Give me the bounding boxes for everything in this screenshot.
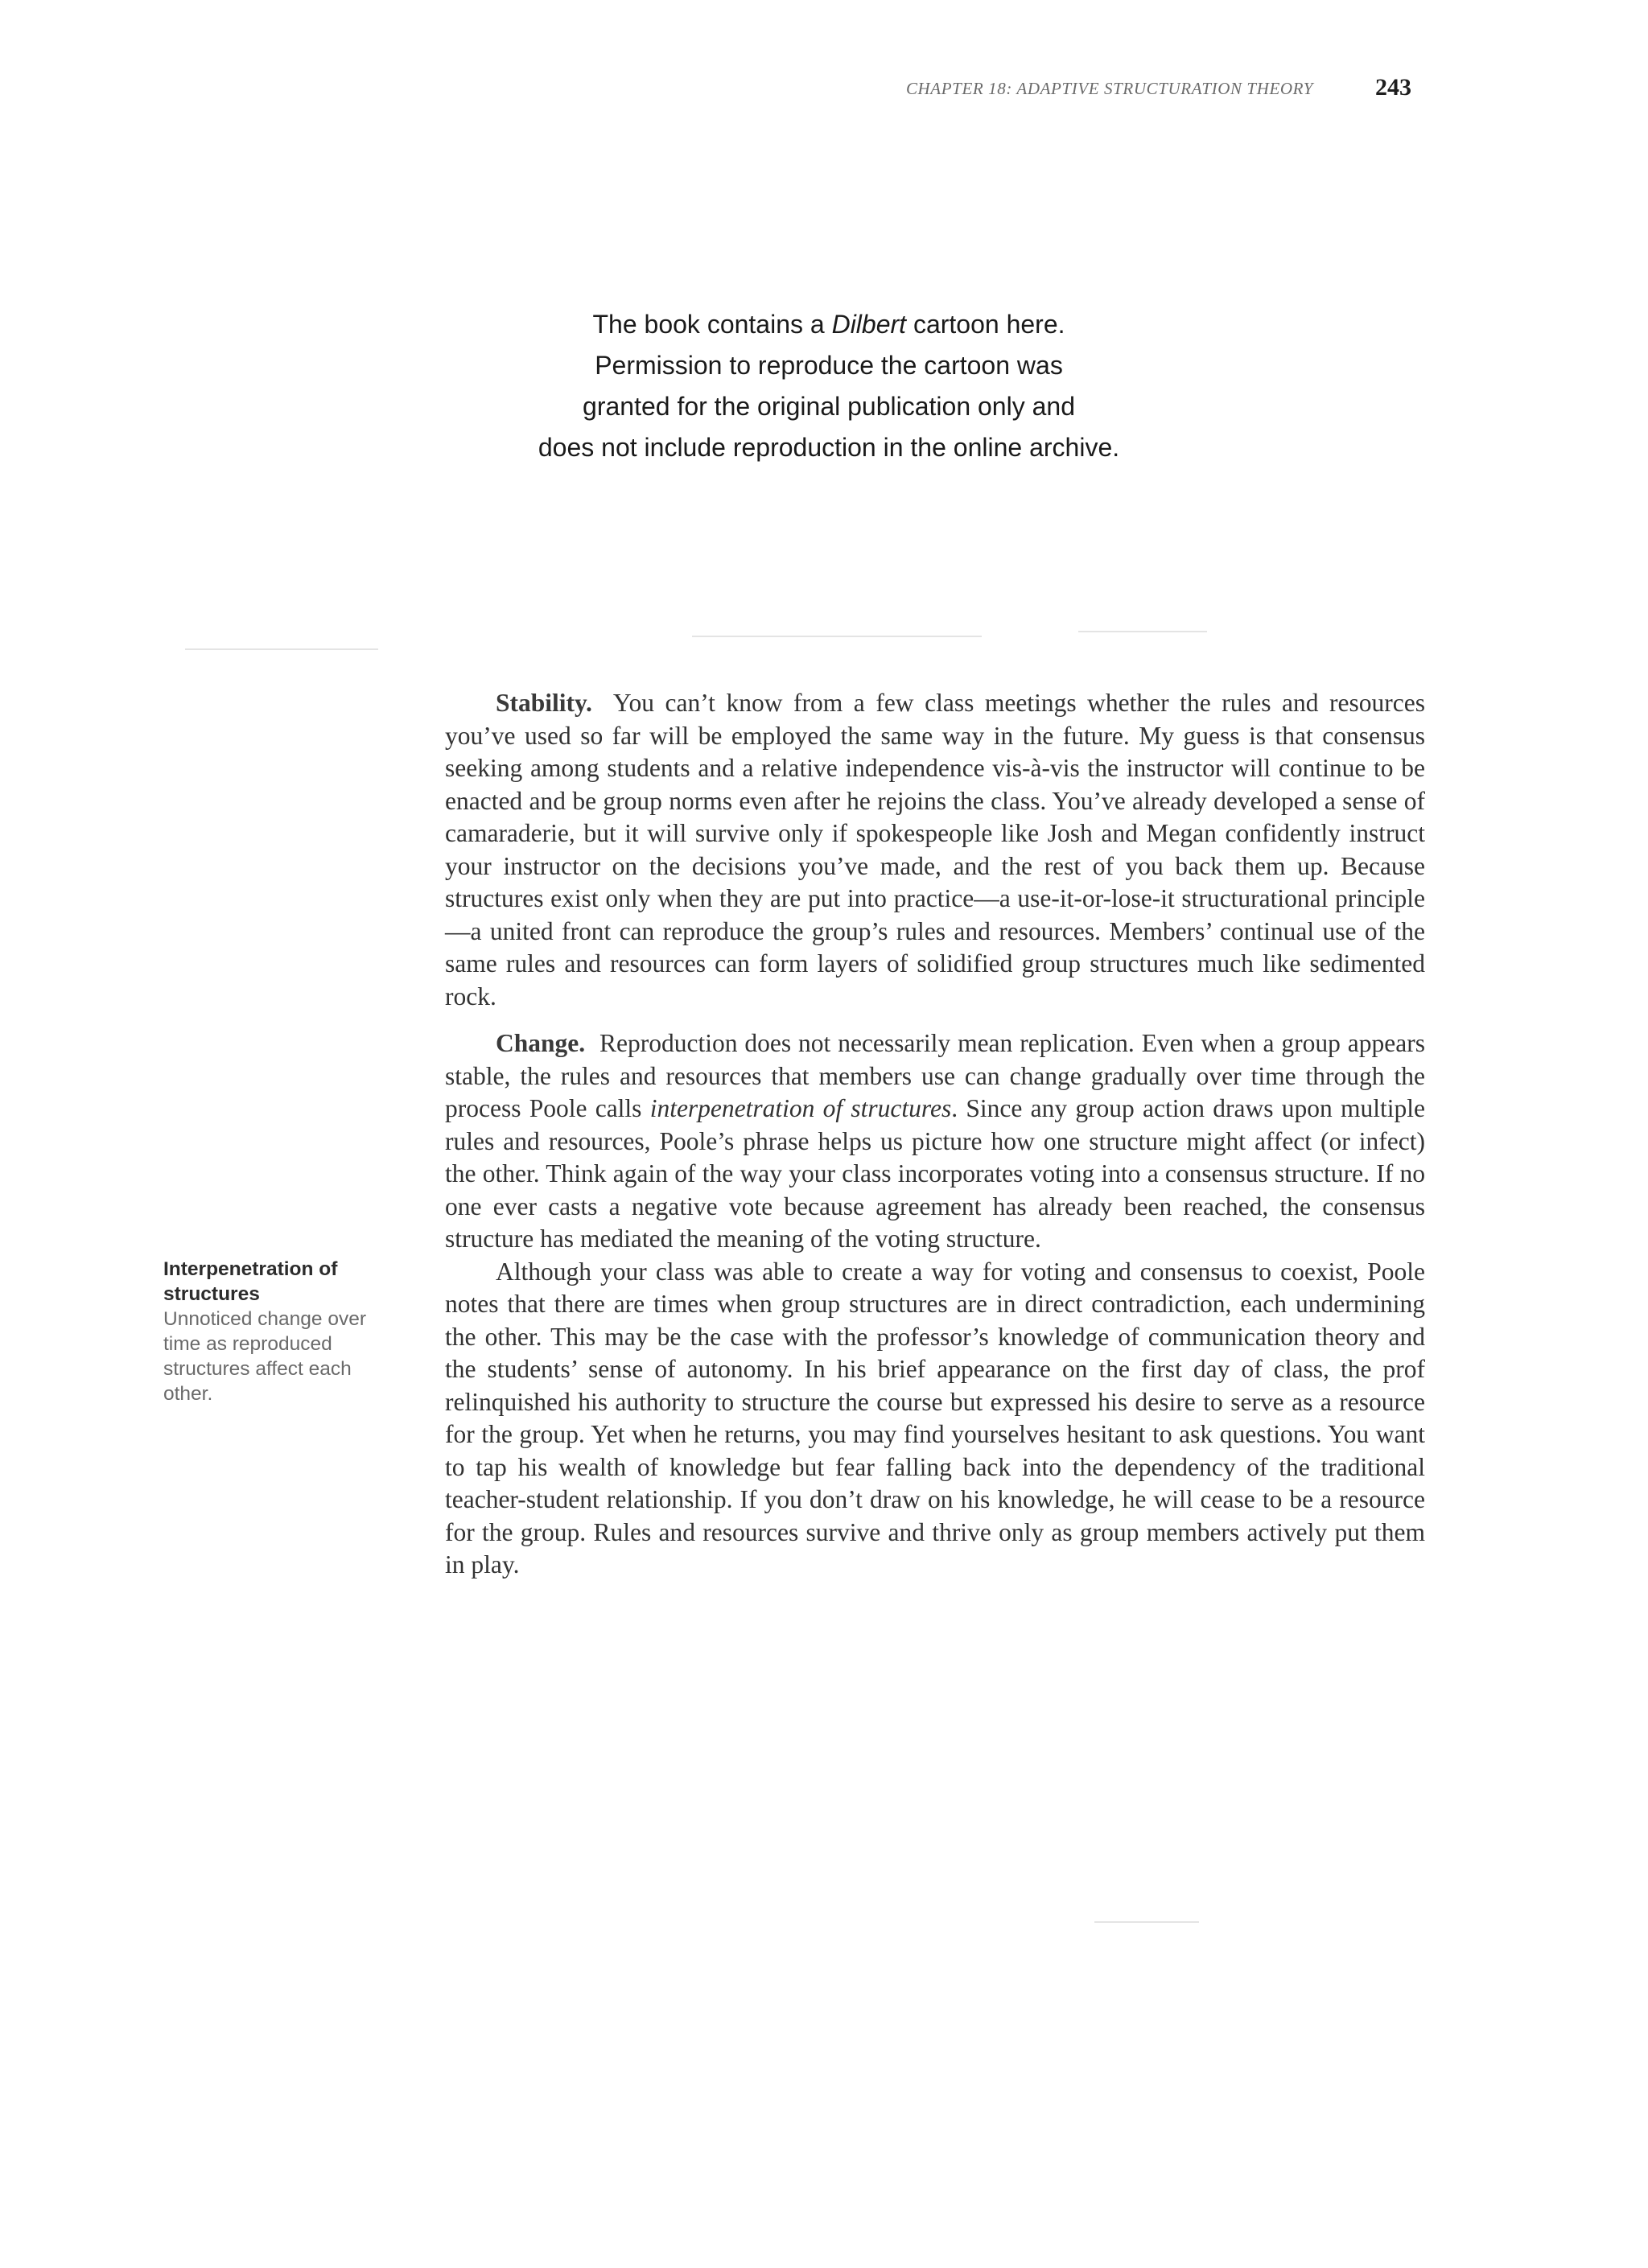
faint-rule-right bbox=[1078, 631, 1207, 632]
faint-rule-left bbox=[185, 648, 378, 650]
key-term: interpenetration of structures bbox=[649, 1094, 952, 1122]
margin-term: Interpenetration of structures bbox=[163, 1258, 338, 1305]
margin-definition: Unnoticed change over time as reproduced structures affect each other. bbox=[163, 1308, 366, 1405]
notice-line-1 bbox=[483, 304, 1175, 345]
heading-stability: Stability. bbox=[496, 689, 592, 717]
page-number: 243 bbox=[1375, 74, 1411, 101]
heading-change: Change. bbox=[496, 1029, 586, 1057]
running-header bbox=[724, 74, 1416, 106]
cartoon-permission-notice bbox=[483, 304, 1175, 468]
paragraph-change bbox=[445, 1027, 1425, 1256]
notice-line-1-before: The book contains a bbox=[592, 310, 832, 339]
faint-rule-center bbox=[692, 636, 982, 637]
body-text bbox=[445, 687, 1425, 1582]
margin-glossary-note bbox=[163, 1257, 405, 1406]
paragraph-contradiction: Although your class was able to create a way for voting and consensus to coexist, Poole notes that there are times when group structures are in direct contradiction, each undermining the other. This may be the case with the professor’s knowledge of communication theory and the students’ sense of autonomy. In his brief appearance on the first day of class, the prof relinquished his authority to structure the course but expressed his desire to serve as a resource for the group. Yet when he returns, you may find yourselves hesitant to ask questions. You want to tap his wealth of knowledge but fear falling back into the dependency of the traditional teacher-student relationship. If you don’t draw on his knowledge, he will cease to be a resource for the group. Rules and resources survive and thrive only as group members actively put them in play. bbox=[445, 1257, 1425, 1579]
stability-text: You can’t know from a few class meetings whether the rules and resources you’ve used so far will be employed the same way in the future. My guess is that consensus seeking among students and a relative independence vis-à-vis the instructor will continue to be enacted and be group norms even after he rejoins the class. You’ve already developed a sense of camaraderie, but it will survive only if spokespeople like Josh and Megan confidently instruct your instructor on the decisions you’ve made, and the rest of you back them up. Because structures exist only when they are put into practice—a use-it-or-lose-it structurational principle—a united front can reproduce the group’s rules and resources. Members’ continual use of the same rules and resources can form layers of solidified group structures much like sedimented rock. bbox=[445, 689, 1425, 1011]
cartoon-title: Dilbert bbox=[831, 310, 907, 339]
notice-line-3: granted for the original publication only and bbox=[583, 392, 1075, 421]
change-text-before: Reproduction does not necessarily mean replication. Even when a group appears stable, the rules and resources that members use can change gradually over time through the process Poole calls bbox=[445, 1029, 1425, 1122]
change-text-after: . Since any group action draws upon multiple rules and resources, Poole’s phrase helps us picture how one structure might affect (or infect) the other. Think again of the way your class incorporates voting into a consensus structure. If no one ever casts a negative vote because agreement has already been reached, the consensus structure has mediated the meaning of the voting structure. bbox=[445, 1094, 1425, 1253]
paragraph-stability bbox=[445, 687, 1425, 1013]
notice-line-2: Permission to reproduce the cartoon was bbox=[595, 351, 1063, 380]
faint-rule-bottom bbox=[1094, 1921, 1199, 1923]
notice-line-1-after: cartoon here. bbox=[906, 310, 1065, 339]
notice-line-4: does not include reproduction in the online archive. bbox=[538, 433, 1120, 462]
chapter-title: CHAPTER 18: ADAPTIVE STRUCTURATION THEORY bbox=[905, 79, 1313, 98]
